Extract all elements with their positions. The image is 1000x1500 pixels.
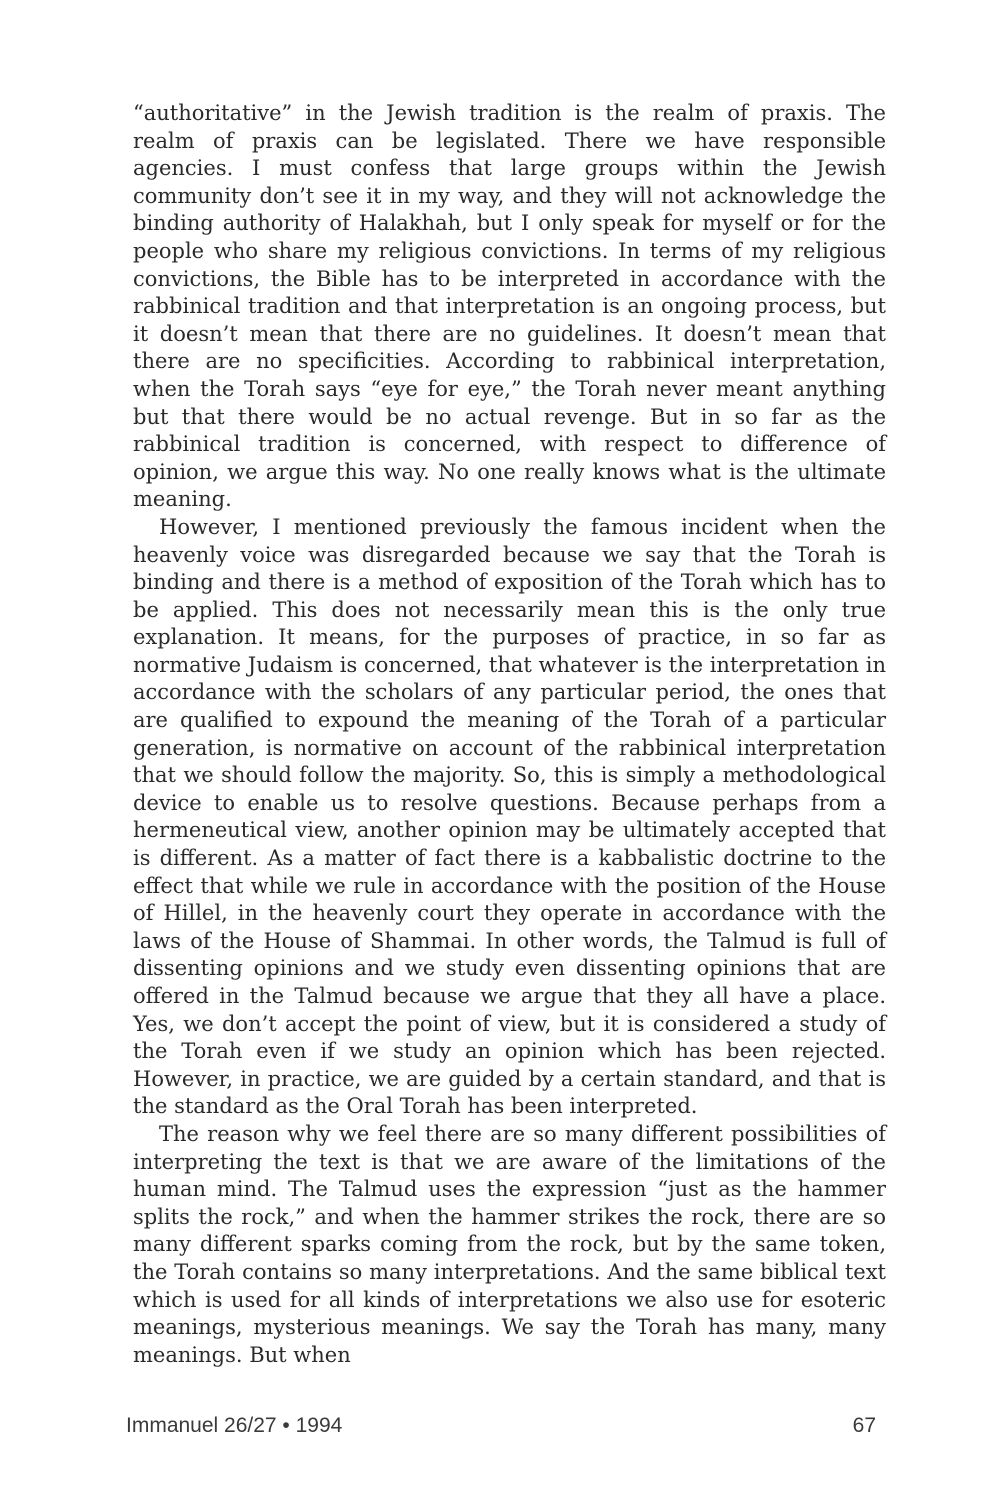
paragraph-continued: “authoritative” in the Jewish tradition is the realm of praxis. The realm of praxis can be legislated. There we have responsible agencies. I must confess that large groups within the Jewish community don’t see it in my way, and they will not acknowledge the binding authority of Halakhah, but I only speak for myself or for the people who share my religious convictions. In terms of my religious convictions, the Bible has to be interpreted in accordance with the rabbinical tradition and that interpretation is an ongoing process, but it doesn’t mean that there are no guidelines. It doesn’t mean that there are no specificities. According to rabbinical interpretation, when the Torah says “eye for eye,” the Torah never meant anything but that there would be no actual revenge. But in so far as the rabbinical tradition is concerned, with respect to difference of opinion, we argue this way. No one really knows what is the ultimate meaning. [133,101,886,512]
body-text [133,100,886,1369]
journal-citation: Immanuel 26/27 • 1994 [126,1414,343,1437]
page-number: 67 [852,1414,876,1437]
paragraph: However, I mentioned previously the famous incident when the heavenly voice was disregarded because we say that the Torah is binding and there is a method of exposition of the Torah which has to be applied. This does not necessarily mean this is the only true explanation. It means, for the purposes of practice, in so far as normative Judaism is concerned, that whatever is the interpretation in accordance with the scholars of any particular period, the ones that are qualified to expound the meaning of the Torah of a particular generation, is normative on account of the rabbinical interpretation that we should follow the majority. So, this is simply a methodological device to enable us to resolve questions. Because perhaps from a hermeneutical view, another opinion may be ultimately accepted that is different. As a matter of fact there is a kabbalistic doctrine to the effect that while we rule in accordance with the position of the House of Hillel, in the heavenly court they operate in accordance with the laws of the House of Shammai. In other words, the Talmud is full of dissenting opinions and we study even dissenting opinions that are offered in the Talmud because we argue that they all have a place. Yes, we don’t accept the point of view, but it is considered a study of the Torah even if we study an opinion which has been rejected. However, in practice, we are guided by a certain standard, and that is the standard as the Oral Torah has been interpreted. [133,514,886,1119]
paragraph: The reason why we feel there are so many different possibilities of interpreting the text is that we are aware of the limitations of the human mind. The Talmud uses the expression “just as the hammer splits the rock,” and when the hammer strikes the rock, there are so many different sparks coming from the rock, but by the same token, the Torah contains so many interpretations. And the same biblical text which is used for all kinds of interpretations we also use for esoteric meanings, mysterious meanings. We say the Torah has many, many meanings. But when [133,1121,886,1367]
